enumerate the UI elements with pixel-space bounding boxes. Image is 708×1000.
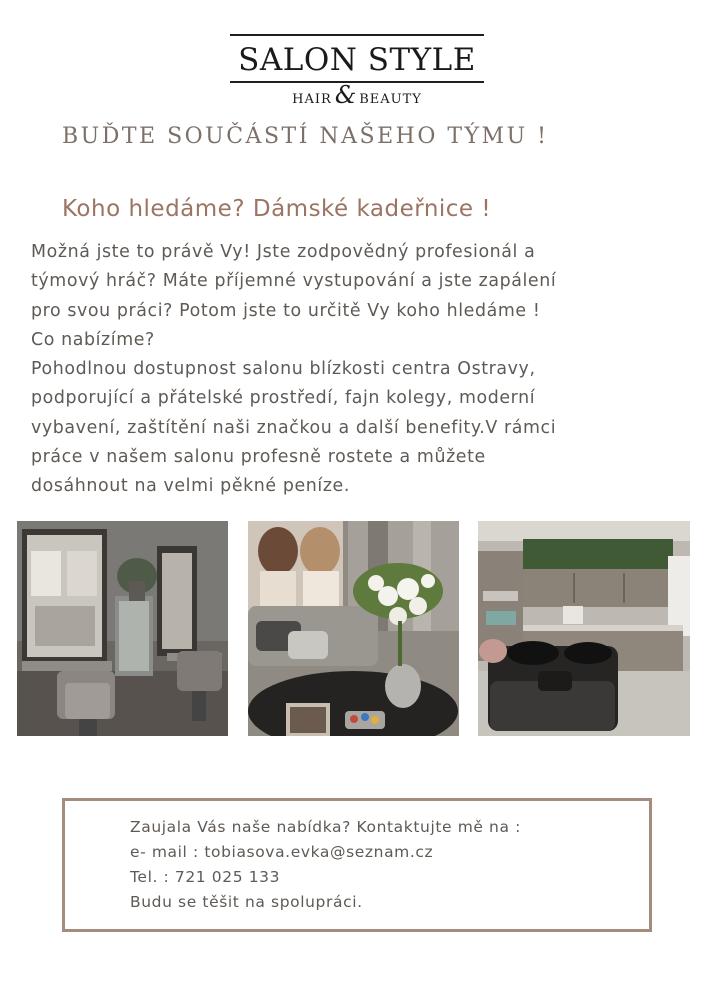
body-line: dosáhnout na velmi pěkné peníze.: [31, 476, 350, 497]
body-line: práce v našem salonu profesně rostete a můžete: [31, 447, 486, 468]
contact-closing: Budu se těšit na spolupráci.: [130, 893, 363, 911]
body-line: pro svou práci? Potom jste to určitě Vy koho hledáme !: [31, 300, 541, 321]
page-headline: BUĎTE SOUČÁSTÍ NAŠEHO TÝMU !: [62, 124, 549, 149]
body-line: vybavení, zaštítění naši značkou a další benefity.V rámci: [31, 417, 557, 438]
salon-stations-photo: [17, 521, 228, 736]
body-line: Co nabízíme?: [31, 329, 155, 350]
logo-tagline: [222, 81, 492, 111]
body-line: týmový hráč? Máte příjemné vystupování a jste zapálení: [31, 271, 557, 292]
contact-box: [62, 798, 652, 932]
salon-lounge-photo: [248, 521, 459, 736]
salon-logo: [222, 30, 492, 110]
contact-email: e- mail : tobiasova.evka@seznam.cz: [130, 843, 434, 861]
contact-intro: Zaujala Vás naše nabídka? Kontaktujte mě na :: [130, 818, 521, 836]
logo-ampersand: &: [334, 81, 357, 109]
contact-phone: Tel. : 721 025 133: [130, 868, 281, 886]
logo-word-right: BEAUTY: [359, 92, 422, 107]
contact-info: [130, 815, 640, 915]
salon-wash-area-photo: [478, 521, 690, 736]
body-line: podporující a přátelské prostředí, fajn kolegy, moderní: [31, 388, 536, 409]
page-subhead: Koho hledáme? Dámské kadeřnice !: [62, 196, 492, 222]
job-description: [31, 238, 691, 502]
logo-rule-top: [230, 34, 484, 36]
logo-rule-bottom: [230, 81, 484, 83]
logo-name: SALON STYLE: [238, 42, 476, 78]
logo-word-left: HAIR: [292, 92, 332, 107]
body-line: Pohodlnou dostupnost salonu blízkosti centra Ostravy,: [31, 359, 536, 380]
body-line: Možná jste to právě Vy! Jste zodpovědný profesionál a: [31, 242, 536, 262]
